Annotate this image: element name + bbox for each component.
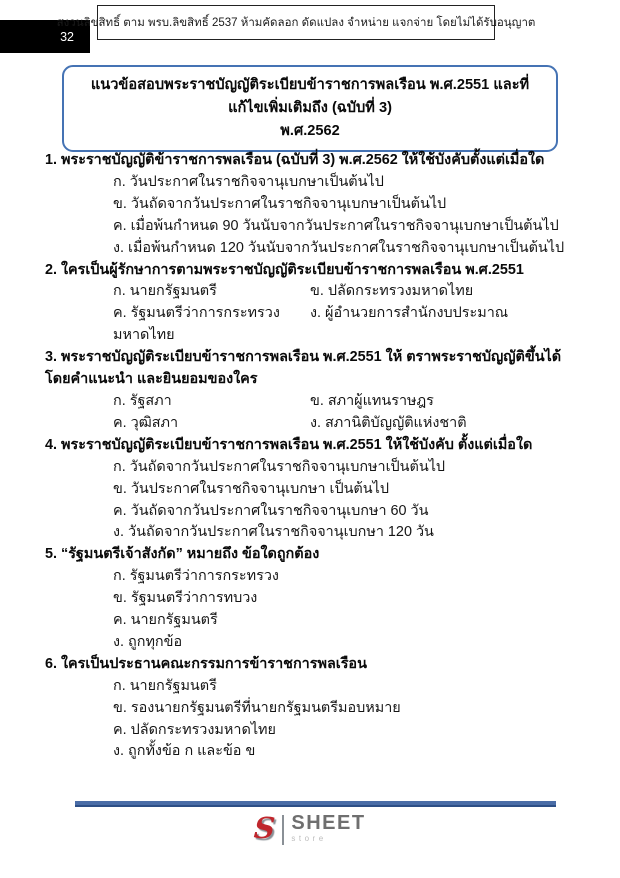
question-6 <box>45 654 580 764</box>
option-a: ก. นายกรัฐมนตรี <box>113 283 217 300</box>
question-1 <box>45 150 580 260</box>
question-1-text: 1. พระราชบัญญัติข้าราชการพลเรือน (ฉบับที่ 3) พ.ศ.2562 ให้ใช้บังคับตั้งแต่เมื่อใด <box>45 152 545 168</box>
exam-title-line2: พ.ศ.2562 <box>280 123 340 139</box>
question-3 <box>45 347 580 435</box>
question-5-options <box>45 566 580 654</box>
brand-name: SHEET <box>291 812 366 834</box>
question-2-options <box>45 281 580 347</box>
copyright-notice: สงวนลิขสิทธิ์ ตาม พรบ.ลิขสิทธิ์ 2537 ห้ามคัดลอก ดัดแปลง จำหน่าย แจกจ่าย โดยไม่ได้รับอนุญาต <box>56 16 536 29</box>
option-a: ก. นายกรัฐมนตรี <box>113 677 217 694</box>
exam-title-line1: แนวข้อสอบพระราชบัญญัติระเบียบข้าราชการพลเรือน พ.ศ.2551 และที่แก้ไขเพิ่มเติมถึง (ฉบับที่ 3) <box>90 77 530 116</box>
option-c: ค. วันถัดจากวันประกาศในราชกิจจานุเบกษา 60 วัน <box>113 502 429 519</box>
option-d: ง. สภานิติบัญญัติแห่งชาติ <box>310 414 467 431</box>
option-a: ก. รัฐมนตรีว่าการกระทรวง <box>113 568 279 585</box>
option-b: ข. วันถัดจากวันประกาศในราชกิจจานุเบกษาเป็นต้นไป <box>113 195 447 212</box>
logo-divider-bar <box>282 815 284 845</box>
questions-list <box>45 150 580 763</box>
question-2 <box>45 260 580 348</box>
question-4-text: 4. พระราชบัญญัติระเบียบข้าราชการพลเรือน พ.ศ.2551 ให้ใช้บังคับ ตั้งแต่เมื่อใด <box>45 436 533 453</box>
question-6-options <box>45 676 580 764</box>
logo-s-icon: S <box>253 811 277 845</box>
option-c: ค. วุฒิสภา <box>113 414 179 431</box>
option-b: ข. รัฐมนตรีว่าการทบวง <box>113 590 258 607</box>
option-a: ก. รัฐสภา <box>113 392 172 409</box>
question-4 <box>45 435 580 545</box>
question-5-text: 5. “รัฐมนตรีเจ้าสังกัด” หมายถึง ข้อใดถูกต้อง <box>45 546 320 563</box>
logo-text-block <box>291 813 365 843</box>
option-d: ง. ถูกทุกข้อ <box>113 633 183 650</box>
option-d: ง. ผู้อำนวยการสำนักงบประมาณ <box>310 305 509 322</box>
option-c: ค. รัฐมนตรีว่าการกระทรวงมหาดไทย <box>113 305 280 344</box>
option-c: ค. นายกรัฐมนตรี <box>113 612 218 629</box>
question-2-text: 2. ใครเป็นผู้รักษาการตามพระราชบัญญัติระเบียบข้าราชการพลเรือน พ.ศ.2551 <box>45 261 524 278</box>
option-b: ข. สภาผู้แทนราษฎร <box>310 392 434 409</box>
question-3-options <box>45 391 580 435</box>
question-5 <box>45 544 580 654</box>
sheet-store-logo <box>0 813 620 845</box>
option-c: ค. เมื่อพ้นกำหนด 90 วันนับจากวันประกาศในราชกิจจานุเบกษาเป็นต้นไป <box>113 217 559 234</box>
question-1-options <box>45 172 580 260</box>
option-d: ง. ถูกทั้งข้อ ก และข้อ ข <box>113 743 256 760</box>
page-number: 32 <box>60 29 74 44</box>
option-c: ค. ปลัดกระทรวงมหาดไทย <box>113 721 276 738</box>
question-4-options <box>45 457 580 545</box>
option-b: ข. รองนายกรัฐมนตรีที่นายกรัฐมนตรีมอบหมาย <box>113 699 401 716</box>
question-6-text: 6. ใครเป็นประธานคณะกรรมการข้าราชการพลเรือน <box>45 655 367 672</box>
option-a: ก. วันประกาศในราชกิจจานุเบกษาเป็นต้นไป <box>113 173 384 190</box>
question-3-text: 3. พระราชบัญญัติระเบียบข้าราชการพลเรือน พ.ศ.2551 ให้ ตราพระราชบัญญัติขึ้นได้โดยคำแนะนำ และยินยอมของใคร <box>45 349 562 388</box>
option-b: ข. วันประกาศในราชกิจจานุเบกษา เป็นต้นไป <box>113 480 389 497</box>
exam-title-box <box>62 65 558 152</box>
option-b: ข. ปลัดกระทรวงมหาดไทย <box>310 283 474 300</box>
footer-divider-line <box>75 801 556 806</box>
option-a: ก. วันถัดจากวันประกาศในราชกิจจานุเบกษาเป็นต้นไป <box>113 458 446 475</box>
brand-subtitle: store <box>291 834 327 843</box>
option-d: ง. เมื่อพ้นกำหนด 120 วันนับจากวันประกาศในราชกิจจานุเบกษาเป็นต้นไป <box>113 239 565 256</box>
option-d: ง. วันถัดจากวันประกาศในราชกิจจานุเบกษา 120 วัน <box>113 524 434 541</box>
